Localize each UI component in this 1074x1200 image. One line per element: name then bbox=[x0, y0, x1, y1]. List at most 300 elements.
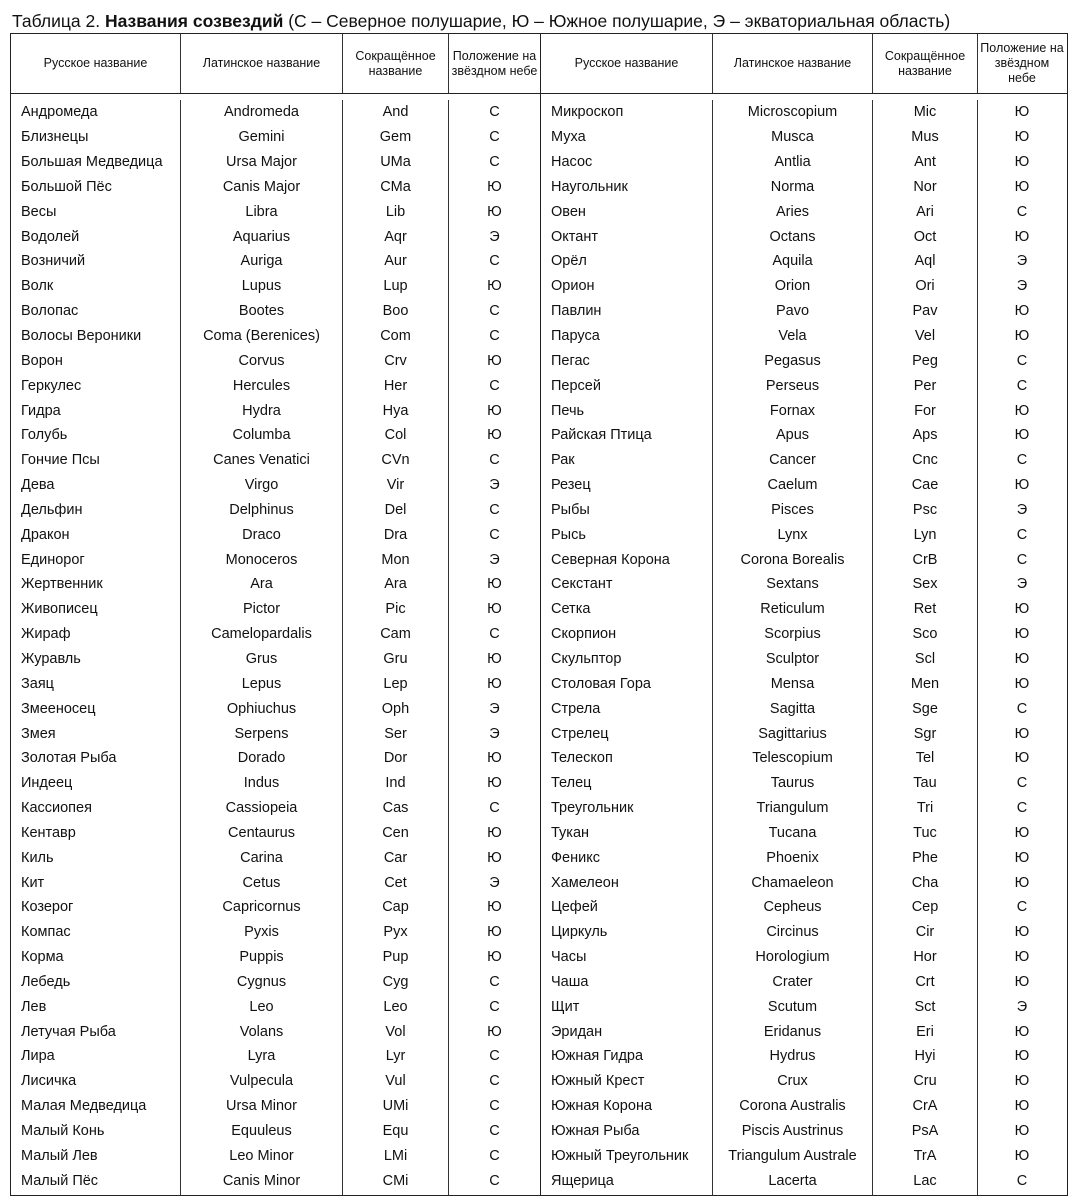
table-cell: Mic bbox=[913, 104, 937, 121]
table-cell: Aries bbox=[775, 203, 810, 220]
column-latin-name bbox=[713, 100, 873, 1195]
table-cell: Ю bbox=[1014, 1147, 1030, 1164]
table-cell: Cir bbox=[915, 924, 935, 941]
table-cell: Э bbox=[489, 551, 500, 568]
table-cell: Часы bbox=[551, 949, 587, 966]
table-left-half bbox=[11, 34, 540, 1195]
table-cell: Муха bbox=[551, 129, 586, 146]
table-cell: Э bbox=[1016, 278, 1028, 295]
table-cell: С bbox=[489, 973, 500, 990]
table-cell: Canis Minor bbox=[222, 1172, 301, 1189]
table-cell: Ю bbox=[487, 601, 502, 618]
table-cell: Vela bbox=[778, 328, 807, 345]
header-russian-name: Русское название bbox=[541, 34, 713, 93]
table-cell: Наугольник bbox=[551, 178, 628, 195]
table-cell: Ret bbox=[913, 601, 937, 618]
table-cell: Рак bbox=[551, 452, 575, 469]
table-cell: Скульптор bbox=[551, 650, 622, 667]
table-cell: Ursa Minor bbox=[226, 1098, 297, 1115]
table-cell: Кит bbox=[21, 874, 45, 891]
table-cell: Ю bbox=[1014, 154, 1030, 171]
table-cell: Ю bbox=[1014, 973, 1030, 990]
table-cell: Южная Корона bbox=[551, 1098, 653, 1115]
table-cell: Hor bbox=[913, 949, 937, 966]
table-cell: Ю bbox=[1014, 650, 1030, 667]
table-cell: Малый Лев bbox=[21, 1147, 98, 1164]
table-cell: Секстант bbox=[551, 576, 613, 593]
table-cell: Equuleus bbox=[231, 1123, 292, 1140]
table-cell: Насос bbox=[551, 154, 593, 171]
table-cell: Aqr bbox=[384, 228, 407, 245]
table-cell: Овен bbox=[551, 203, 586, 220]
table-cell: Э bbox=[489, 725, 500, 742]
table-cell: Lynx bbox=[777, 526, 808, 543]
table-cell: Musca bbox=[771, 129, 814, 146]
table-cell: Mensa bbox=[770, 675, 815, 692]
table-cell: Columba bbox=[232, 427, 291, 444]
table-cell: Индеец bbox=[21, 775, 73, 792]
table-cell: Oph bbox=[381, 700, 410, 717]
table-cell: Ю bbox=[487, 352, 502, 369]
table-cell: Lepus bbox=[241, 675, 282, 692]
table-cell: Змея bbox=[21, 725, 56, 742]
table-cell: Corona Australis bbox=[739, 1098, 846, 1115]
table-cell: Sco bbox=[912, 626, 938, 643]
table-cell: CVn bbox=[381, 452, 410, 469]
table-cell: Хамелеон bbox=[551, 874, 619, 891]
table-cell: Serpens bbox=[234, 725, 289, 742]
table-cell: Э bbox=[1016, 576, 1028, 593]
table-cell: Cancer bbox=[769, 452, 816, 469]
table-cell: С bbox=[1016, 1172, 1028, 1189]
table-cell: С bbox=[489, 154, 500, 171]
column-russian-name bbox=[11, 100, 181, 1195]
table-cell: Лебедь bbox=[21, 973, 71, 990]
table-cell: Crt bbox=[915, 973, 935, 990]
table-cell: UMa bbox=[380, 154, 411, 171]
table-cell: Leo bbox=[383, 998, 408, 1015]
table-cell: С bbox=[489, 1098, 500, 1115]
table-cell: С bbox=[489, 104, 500, 121]
table-cell: Феникс bbox=[551, 849, 600, 866]
table-cell: С bbox=[489, 998, 500, 1015]
table-cell: Живописец bbox=[21, 601, 98, 618]
table-cell: Vel bbox=[914, 328, 936, 345]
column-russian-name bbox=[541, 100, 713, 1195]
table-cell: Большая Медведица bbox=[21, 154, 163, 171]
table-cell: Capricornus bbox=[222, 899, 301, 916]
table-cell: For bbox=[914, 402, 936, 419]
table-cell: Ara bbox=[250, 576, 273, 593]
table-cell: Fornax bbox=[769, 402, 816, 419]
table-cell: Pictor bbox=[242, 601, 281, 618]
table-cell: Lupus bbox=[241, 278, 282, 295]
table-cell: Dorado bbox=[237, 750, 286, 767]
table-cell: Aquarius bbox=[232, 228, 291, 245]
table-cell: Ю bbox=[1014, 178, 1030, 195]
table-cell: Э bbox=[489, 874, 500, 891]
table-cell: Жертвенник bbox=[21, 576, 103, 593]
table-cell: Cep bbox=[911, 899, 939, 916]
table-cell: С bbox=[489, 526, 500, 543]
table-cell: Reticulum bbox=[760, 601, 825, 618]
table-cell: Cru bbox=[913, 1073, 937, 1090]
column-abbreviation bbox=[873, 100, 978, 1195]
table-cell: С bbox=[1016, 352, 1028, 369]
table-cell: Cet bbox=[384, 874, 407, 891]
table-cell: LMi bbox=[383, 1147, 408, 1164]
table-cell: Pic bbox=[385, 601, 406, 618]
table-cell: Hya bbox=[382, 402, 409, 419]
table-cell: Sge bbox=[912, 700, 938, 717]
table-cell: Ю bbox=[1014, 1023, 1030, 1040]
table-cell: Canis Major bbox=[222, 178, 301, 195]
table-cell: Del bbox=[384, 501, 407, 518]
table-cell: Ю bbox=[1014, 626, 1030, 643]
table-cell: Pav bbox=[912, 303, 938, 320]
table-cell: Ser bbox=[384, 725, 407, 742]
table-cell: Ю bbox=[487, 824, 502, 841]
table-cell: Ophiuchus bbox=[226, 700, 297, 717]
table-cell: Tau bbox=[913, 775, 937, 792]
table-cell: Золотая Рыба bbox=[21, 750, 117, 767]
table-cell: Цефей bbox=[551, 899, 598, 916]
table-cell: Лира bbox=[21, 1048, 55, 1065]
table-cell: Э bbox=[489, 700, 500, 717]
table-cell: Лев bbox=[21, 998, 47, 1015]
table-cell: Crv bbox=[384, 352, 407, 369]
table-cell: Столовая Гора bbox=[551, 675, 651, 692]
table-cell: Павлин bbox=[551, 303, 602, 320]
column-abbreviation bbox=[343, 100, 449, 1195]
table-cell: Ю bbox=[487, 924, 502, 941]
table-cell: Ю bbox=[487, 849, 502, 866]
table-cell: PsA bbox=[911, 1123, 939, 1140]
table-cell: Ю bbox=[1014, 1098, 1030, 1115]
table-cell: Pegasus bbox=[764, 352, 821, 369]
table-cell: Psc bbox=[912, 501, 938, 518]
table-cell: Lacerta bbox=[768, 1172, 817, 1189]
table-cell: Octans bbox=[769, 228, 816, 245]
table-cell: Ю bbox=[1014, 750, 1030, 767]
table-cell: Корма bbox=[21, 949, 64, 966]
table-cell: Дельфин bbox=[21, 501, 83, 518]
table-cell: Ю bbox=[1014, 104, 1030, 121]
table-cell: Ю bbox=[1014, 228, 1030, 245]
table-cell: Печь bbox=[551, 402, 585, 419]
table-cell: CrB bbox=[912, 551, 938, 568]
table-cell: Centaurus bbox=[228, 824, 295, 841]
table-cell: С bbox=[1016, 775, 1028, 792]
table-cell: Auriga bbox=[240, 253, 283, 270]
table-cell: Lup bbox=[383, 278, 408, 295]
table-cell: С bbox=[489, 800, 500, 817]
table-cell: Piscis Austrinus bbox=[741, 1123, 844, 1140]
table-cell: Южный Треугольник bbox=[551, 1147, 689, 1164]
table-cell: Horologium bbox=[755, 949, 830, 966]
caption-prefix: Таблица 2. bbox=[12, 11, 105, 31]
table-cell: Южная Рыба bbox=[551, 1123, 640, 1140]
table-cell: Заяц bbox=[21, 675, 54, 692]
table-cell: Hercules bbox=[232, 377, 291, 394]
table-cell: Pup bbox=[382, 949, 409, 966]
table-cell: Grus bbox=[245, 650, 278, 667]
table-cell: And bbox=[382, 104, 409, 121]
header-russian-name: Русское название bbox=[11, 34, 181, 93]
table-cell: С bbox=[489, 501, 500, 518]
table-cell: Голубь bbox=[21, 427, 68, 444]
table-cell: Э bbox=[1016, 253, 1028, 270]
table-cell: Andromeda bbox=[224, 104, 299, 121]
table-cell: Лисичка bbox=[21, 1073, 77, 1090]
table-cell: С bbox=[489, 377, 500, 394]
table-cell: Vir bbox=[386, 477, 405, 494]
table-cell: Pisces bbox=[771, 501, 814, 518]
table-cell: Ю bbox=[1014, 1073, 1030, 1090]
table-cell: Ю bbox=[487, 899, 502, 916]
table-cell: Microscopium bbox=[747, 104, 838, 121]
table-cell: Aps bbox=[912, 427, 938, 444]
table-cell: Ю bbox=[487, 427, 502, 444]
table-cell: Микроскоп bbox=[551, 104, 624, 121]
table-right-half bbox=[540, 34, 1067, 1195]
table-cell: Cepheus bbox=[763, 899, 822, 916]
table-cell: Lyr bbox=[385, 1048, 406, 1065]
table-cell: Leo Minor bbox=[229, 1147, 294, 1164]
table-cell: Ю bbox=[1014, 477, 1030, 494]
table-cell: С bbox=[489, 253, 500, 270]
table-cell: С bbox=[489, 303, 500, 320]
table-cell: Cas bbox=[382, 800, 409, 817]
table-body-right bbox=[541, 94, 1067, 1195]
table-cell: Eri bbox=[916, 1023, 934, 1040]
table-cell: Oct bbox=[913, 228, 937, 245]
table-cell: Volans bbox=[239, 1023, 284, 1040]
table-cell: Tucana bbox=[768, 824, 817, 841]
table-cell: Большой Пёс bbox=[21, 178, 112, 195]
table-cell: Sagitta bbox=[769, 700, 816, 717]
table-cell: Cam bbox=[380, 626, 411, 643]
table-cell: Pyxis bbox=[244, 924, 279, 941]
table-cell: Дева bbox=[21, 477, 55, 494]
table-cell: Орион bbox=[551, 278, 595, 295]
table-cell: Peg bbox=[912, 352, 938, 369]
table-cell: Телескоп bbox=[551, 750, 613, 767]
table-cell: Кентавр bbox=[21, 824, 76, 841]
table-cell: Андромеда bbox=[21, 104, 98, 121]
table-cell: Персей bbox=[551, 377, 601, 394]
table-cell: Cnc bbox=[912, 452, 938, 469]
table-cell: Киль bbox=[21, 849, 54, 866]
table-cell: Волопас bbox=[21, 303, 79, 320]
table-cell: С bbox=[1016, 452, 1028, 469]
column-sky-position bbox=[978, 100, 1066, 1195]
header-latin-name: Латинское название bbox=[181, 34, 343, 93]
table-cell: Ю bbox=[487, 203, 502, 220]
table-cell: Lyra bbox=[247, 1048, 276, 1065]
table-cell: Малый Пёс bbox=[21, 1172, 99, 1189]
table-cell: Pavo bbox=[775, 303, 810, 320]
table-cell: Tri bbox=[916, 800, 934, 817]
table-cell: Паруса bbox=[551, 328, 600, 345]
header-latin-name: Латинское название bbox=[713, 34, 873, 93]
table-cell: Eridanus bbox=[763, 1023, 822, 1040]
table-cell: С bbox=[489, 626, 500, 643]
table-cell: CrA bbox=[912, 1098, 938, 1115]
table-cell: Bootes bbox=[238, 303, 285, 320]
table-cell: Ant bbox=[914, 154, 936, 171]
table-cell: Щит bbox=[551, 998, 580, 1015]
table-cell: Gru bbox=[383, 650, 408, 667]
table-cell: Возничий bbox=[21, 253, 86, 270]
table-cell: Ю bbox=[487, 750, 502, 767]
table-cell: С bbox=[1016, 551, 1028, 568]
table-cell: Sextans bbox=[766, 576, 819, 593]
table-cell: Antlia bbox=[774, 154, 811, 171]
table-cell: Taurus bbox=[770, 775, 815, 792]
table-cell: С bbox=[489, 1123, 500, 1140]
table-cell: Ю bbox=[1014, 824, 1030, 841]
table-cell: Virgo bbox=[244, 477, 279, 494]
table-cell: Phoenix bbox=[766, 849, 819, 866]
header-sky-position: Положение на звёздном небе bbox=[980, 41, 1064, 85]
table-cell: Scutum bbox=[767, 998, 818, 1015]
table-cell: Monoceros bbox=[225, 551, 298, 568]
table-cell: Mon bbox=[381, 551, 410, 568]
table-cell: Phe bbox=[912, 849, 938, 866]
table-cell: Летучая Рыба bbox=[21, 1023, 116, 1040]
table-cell: Mus bbox=[911, 129, 939, 146]
table-cell: Э bbox=[489, 228, 500, 245]
table-cell: Hydra bbox=[242, 402, 281, 419]
table-cell: Ursa Major bbox=[226, 154, 297, 171]
table-cell: Sct bbox=[914, 998, 936, 1015]
table-cell: Libra bbox=[245, 203, 278, 220]
table-cell: Ю bbox=[1014, 427, 1030, 444]
table-cell: Scl bbox=[914, 650, 936, 667]
table-cell: Sagittarius bbox=[758, 725, 827, 742]
table-cell: Cen bbox=[382, 824, 409, 841]
table-cell: С bbox=[489, 1147, 500, 1164]
table-cell: UMi bbox=[382, 1098, 409, 1115]
table-cell: С bbox=[1016, 203, 1028, 220]
table-cell: Perseus bbox=[765, 377, 820, 394]
table-cell: Lyn bbox=[913, 526, 937, 543]
table-cell: Э bbox=[1016, 998, 1028, 1015]
table-cell: Волк bbox=[21, 278, 54, 295]
table-cell: Ю bbox=[1014, 874, 1030, 891]
table-cell: Orion bbox=[774, 278, 811, 295]
table-cell: Телец bbox=[551, 775, 592, 792]
table-cell: Ю bbox=[487, 576, 502, 593]
table-cell: Chamaeleon bbox=[751, 874, 834, 891]
table-cell: Кассиопея bbox=[21, 800, 92, 817]
table-cell: Волосы Вероники bbox=[21, 328, 142, 345]
table-cell: Ворон bbox=[21, 352, 63, 369]
header-abbreviation: Сокращённое название bbox=[343, 34, 449, 93]
table-cell: С bbox=[1016, 526, 1028, 543]
table-cell: Ind bbox=[385, 775, 406, 792]
table-cell: Ю bbox=[1014, 1048, 1030, 1065]
table-cell: Corona Borealis bbox=[740, 551, 845, 568]
table-cell: Ю bbox=[1014, 328, 1030, 345]
table-cell: Caelum bbox=[767, 477, 818, 494]
table-cell: Орёл bbox=[551, 253, 587, 270]
table-cell: Весы bbox=[21, 203, 57, 220]
table-cell: TrA bbox=[913, 1147, 937, 1164]
table-cell: Vol bbox=[385, 1023, 406, 1040]
table-cell: Norma bbox=[770, 178, 815, 195]
table-cell: Equ bbox=[382, 1123, 409, 1140]
table-cell: Corvus bbox=[238, 352, 285, 369]
table-cell: Ю bbox=[1014, 1123, 1030, 1140]
table-cell: Сетка bbox=[551, 601, 591, 618]
table-cell: С bbox=[489, 1048, 500, 1065]
table-cell: Ю bbox=[487, 178, 502, 195]
table-cell: Райская Птица bbox=[551, 427, 652, 444]
table-cell: Рысь bbox=[551, 526, 586, 543]
table-cell: Треугольник bbox=[551, 800, 634, 817]
table-cell: Ю bbox=[1014, 402, 1030, 419]
table-cell: Tuc bbox=[913, 824, 937, 841]
table-cell: Резец bbox=[551, 477, 591, 494]
table-cell: Dra bbox=[383, 526, 408, 543]
table-header-left bbox=[11, 34, 540, 94]
table-cell: Стрелец bbox=[551, 725, 609, 742]
table-cell: CMa bbox=[380, 178, 411, 195]
table-cell: Южная Гидра bbox=[551, 1048, 644, 1065]
table-cell: Delphinus bbox=[229, 501, 294, 518]
table-cell: Car bbox=[383, 849, 408, 866]
table-cell: Ю bbox=[487, 949, 502, 966]
table-cell: Sex bbox=[912, 576, 938, 593]
table-cell: Per bbox=[913, 377, 937, 394]
table-body-left bbox=[11, 94, 540, 1195]
header-abbreviation: Сокращённое название bbox=[873, 34, 978, 93]
table-cell: Рыбы bbox=[551, 501, 590, 518]
table-cell: Пегас bbox=[551, 352, 590, 369]
table-cell: Sculptor bbox=[765, 650, 820, 667]
table-cell: Геркулес bbox=[21, 377, 82, 394]
table-cell: Carina bbox=[240, 849, 283, 866]
table-cell: Gem bbox=[379, 129, 412, 146]
table-cell: Pyx bbox=[383, 924, 408, 941]
table-cell: Camelopardalis bbox=[211, 626, 312, 643]
table-cell: Her bbox=[383, 377, 408, 394]
table-cell: Cha bbox=[911, 874, 939, 891]
table-cell: Com bbox=[380, 328, 411, 345]
table-cell: Vulpecula bbox=[229, 1073, 294, 1090]
header-sky-position: Положение на звёздном небе bbox=[451, 48, 538, 78]
table-cell: Ю bbox=[1014, 949, 1030, 966]
table-cell: Единорог bbox=[21, 551, 85, 568]
table-cell: Aquila bbox=[772, 253, 813, 270]
table-cell: CMi bbox=[382, 1172, 409, 1189]
table-cell: Ю bbox=[487, 675, 502, 692]
table-cell: Circinus bbox=[766, 924, 819, 941]
table-cell: Южный Крест bbox=[551, 1073, 645, 1090]
table-cell: Lep bbox=[383, 675, 408, 692]
table-cell: Журавль bbox=[21, 650, 81, 667]
table-cell: Ю bbox=[487, 650, 502, 667]
table-cell: Змееносец bbox=[21, 700, 96, 717]
table-cell: Cap bbox=[382, 899, 409, 916]
table-cell: Ящерица bbox=[551, 1172, 614, 1189]
table-cell: Triangulum bbox=[756, 800, 829, 817]
table-cell: Ю bbox=[1014, 725, 1030, 742]
table-cell: Водолей bbox=[21, 228, 80, 245]
table-cell: С bbox=[489, 328, 500, 345]
